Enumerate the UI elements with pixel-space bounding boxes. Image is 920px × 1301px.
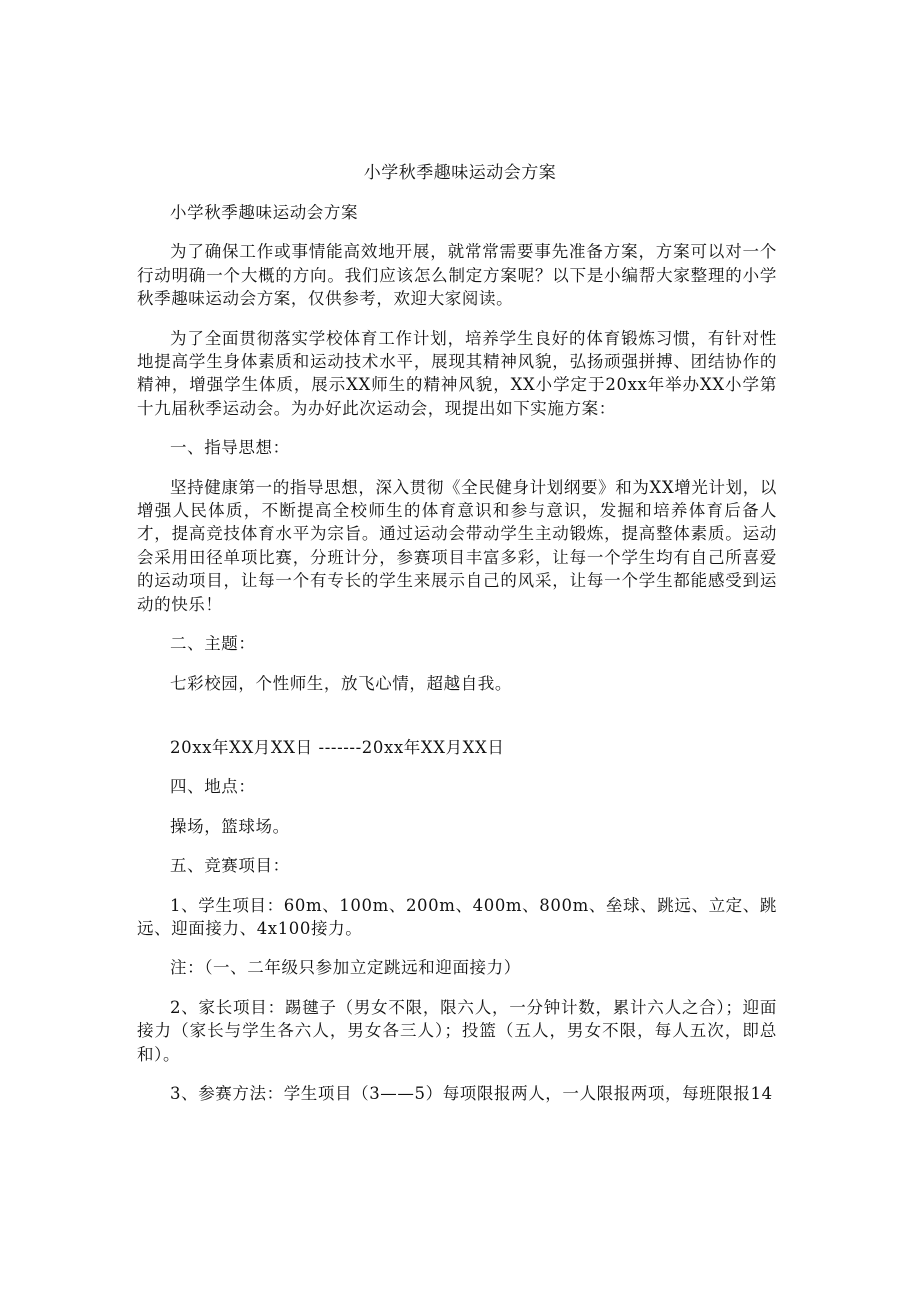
section-heading-guiding-thought: 一、指导思想： (170, 438, 290, 458)
student-events-paragraph: 1、学生项目：60m、100m、200m、400m、800m、垒球、跳远、立定、跳远、迎面接力、4x100接力。 (137, 895, 777, 938)
date-range-paragraph: 20xx年XX月XX日 -------20xx年XX月XX日 (170, 737, 505, 757)
section-heading-events: 五、竞赛项目： (170, 856, 290, 876)
section-heading-location: 四、地点： (170, 777, 256, 797)
document-body (137, 201, 777, 1121)
location-paragraph: 操场，篮球场。 (170, 816, 290, 836)
purpose-paragraph: 为了全面贯彻落实学校体育工作计划，培养学生良好的体育锻炼习惯，有针对性地提高学生身体素质和运动技术水平，展现其精神风貌，弘扬顽强拼搏、团结协作的精神，增强学生体质，展示XX师生的精神风貌，XX小学定于20xx年举办XX小学第十九届秋季运动会。为办好此次运动会，现提出如下实施方案： (137, 328, 777, 418)
document-title: 小学秋季趣味运动会方案 (363, 163, 557, 183)
entry-method-paragraph: 3、参赛方法：学生项目（3——5）每项限报两人，一人限报两项，每班限报14 (170, 1083, 773, 1103)
theme-paragraph: 七彩校园，个性师生，放飞心情，超越自我。 (170, 673, 512, 693)
note-paragraph: 注：（一、二年级只参加立定跳远和迎面接力） (170, 958, 521, 978)
intro-paragraph: 为了确保工作或事情能高效地开展，就常常需要事先准备方案，方案可以对一个行动明确一个大概的方向。我们应该怎么制定方案呢？以下是小编帮大家整理的小学秋季趣味运动会方案，仅供参考，欢迎大家阅读。 (137, 242, 777, 309)
section-heading-theme: 二、主题： (170, 634, 256, 654)
guiding-thought-paragraph: 坚持健康第一的指导思想，深入贯彻《全民健身计划纲要》和为XX增光计划，以增强人民体质，不断提高全校师生的体育意识和参与意识，发掘和培养体育后备人才，提高竞技体育水平为宗旨。通过运动会带动学生主动锻炼，提高整体素质。运动会采用田径单项比赛，分班计分，参赛项目丰富多彩，让每一个学生均有自己所喜爱的运动项目，让每一个有专长的学生来展示自己的风采，让每一个学生都能感受到运动的快乐！ (137, 477, 777, 614)
parent-events-paragraph: 2、家长项目：踢毽子（男女不限，限六人，一分钟计数，累计六人之合）；迎面接力（家长与学生各六人，男女各三人）；投篮（五人，男女不限，每人五次，即总和）。 (137, 997, 777, 1064)
subtitle-paragraph: 小学秋季趣味运动会方案 (170, 203, 359, 222)
